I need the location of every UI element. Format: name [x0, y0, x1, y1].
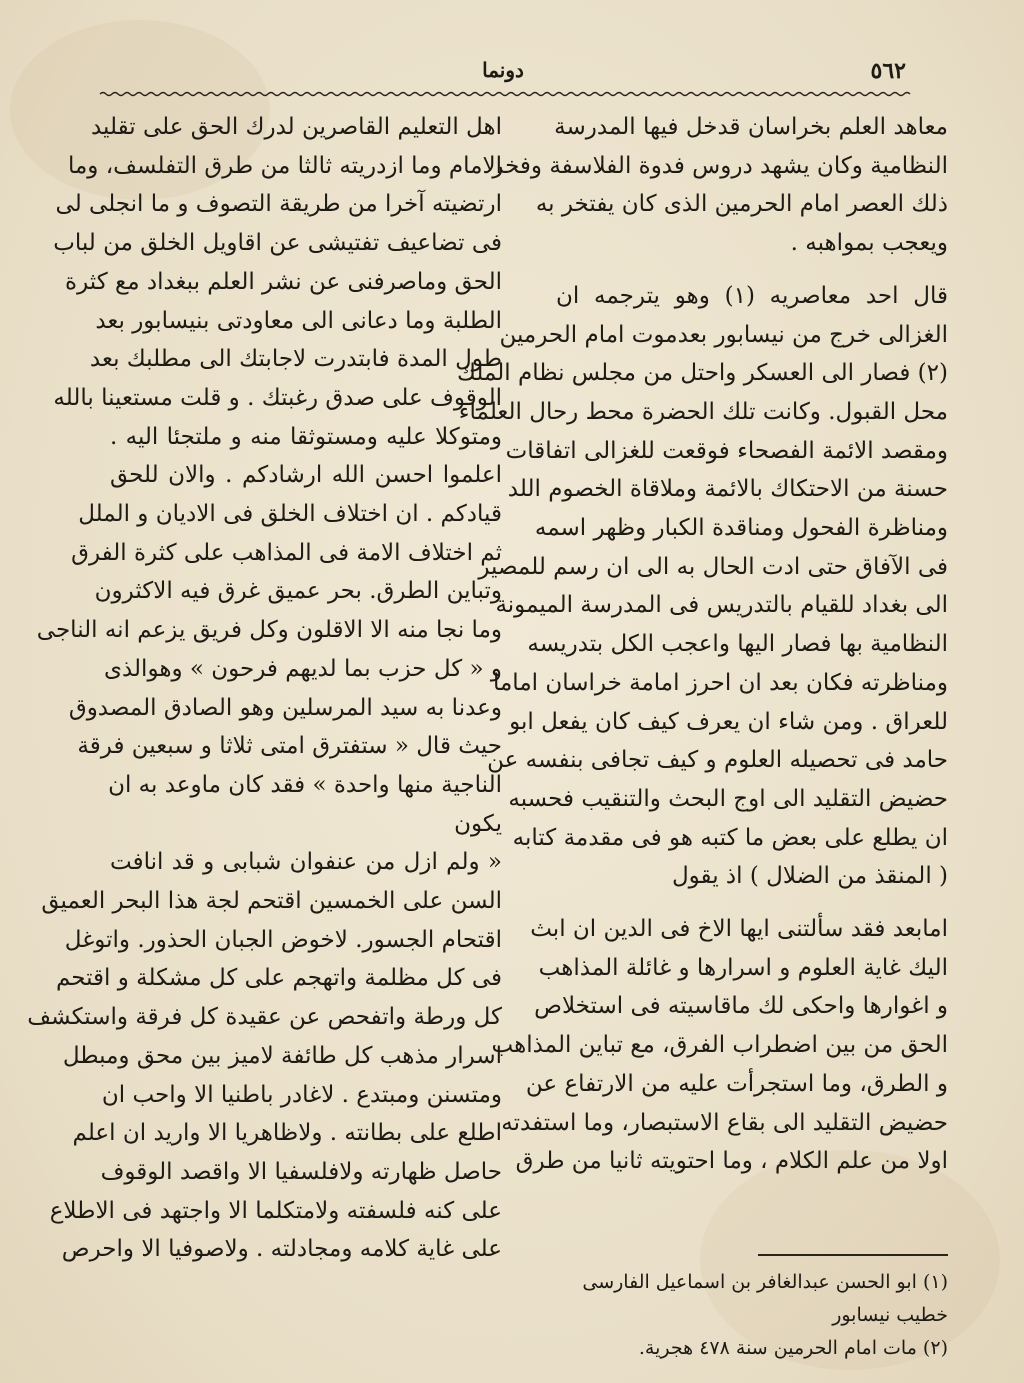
paragraph-gap — [556, 896, 948, 910]
text-line: « ولم ازل من عنفوان شبابى و قد انافت — [110, 849, 502, 876]
text-line: قال احد معاصريه (١) وهو يترجمه ان — [556, 282, 948, 309]
text-line: حضيض التقليد الى بقاع الاستبصار، وما استفدته — [501, 1109, 948, 1136]
text-line: و اغوارها واحكى لك ماقاسيته فى استخلاص — [534, 993, 948, 1020]
text-line: ثم اختلاف الامة فى المذاهب على كثرة الفرق — [71, 539, 502, 566]
text-line: وتباين الطرق. بحر عميق غرق فيه الاكثرون — [94, 578, 502, 605]
header-rule — [100, 90, 906, 98]
text-line: النظامية وكان يشهد دروس فدوة الفلاسفة وفخر — [492, 152, 948, 179]
text-line: ذلك العصر امام الحرمين الذى كان يفتخر به — [535, 191, 948, 218]
page-number: ٥٦٢ — [870, 58, 906, 84]
paragraph-gap — [556, 263, 948, 277]
text-line: اهل التعليم القاصرين لدرك الحق على تقليد — [90, 114, 502, 140]
text-line: قيادكم . ان اختلاف الخلق فى الاديان و الملل — [78, 501, 502, 528]
text-line: وما نجا منه الا الاقلون وكل فريق يزعم انه الناجى — [36, 617, 502, 644]
text-line: فى الآفاق حتى ادت الحال به الى ان رسم للمصير — [478, 553, 948, 580]
text-line: معاهد العلم بخراسان قدخل فيها المدرسة — [554, 114, 948, 140]
text-line: ومتسنن ومبتدع . لاغادر باطنيا الا واحب ان — [101, 1081, 502, 1108]
text-line: الوقوف على صدق رغبتك . و قلت مستعينا بالله — [53, 384, 502, 411]
text-line: السن على الخمسين اقتحم لجة هذا البحر العميق — [41, 888, 502, 915]
text-line: ومتوكلا عليه ومستوثقا منه و ملتجئا اليه . — [110, 423, 502, 450]
text-line: امابعد فقد سألتنى ايها الاخ فى الدين ان ابث — [530, 916, 948, 943]
text-line: الحق من بين اضطراب الفرق، مع تباين المذاهب — [491, 1032, 948, 1059]
text-line: الناجية منها واحدة » فقد كان ماوعد به ان — [108, 771, 502, 798]
footnotes — [556, 1266, 948, 1365]
text-line: اطلع على بطانته . ولاظاهريا الا واريد ان اعلم — [72, 1120, 502, 1147]
text-line: و الطرق، وما استجرأت عليه من الارتفاع عن — [525, 1070, 948, 1097]
text-line: كل ورطة واتفحص عن عقيدة كل فرقة واستكشف — [27, 1004, 502, 1031]
text-line: للعراق . ومن شاء ان يعرف كيف كان يفعل ابو — [509, 708, 948, 735]
footnote-line: خطيب نيسابور — [832, 1304, 948, 1326]
text-line: النظامية بها فصار اليها واعجب الكل بتدريسه — [527, 631, 948, 658]
text-line: طول المدة فابتدرت لاجابتك الى مطلبك بعد — [89, 346, 502, 373]
text-line: اسرار مذهب كل طائفة لاميز بين محق ومبطل — [62, 1042, 502, 1069]
text-line: ارتضيته آخرا من طريقة التصوف و ما انجلى لى — [55, 191, 502, 218]
text-line: ومقصد الائمة الفصحاء فوقعت للغزالى اتفاقات — [505, 437, 948, 464]
running-title: دونما — [482, 58, 524, 82]
text-line: حامد فى تحصيله العلوم و كيف تجافى بنفسه عن — [487, 747, 948, 774]
text-line: الامام وما ازدريته ثالثا من طرق التفلسف، وما — [67, 152, 502, 179]
text-line: محل القبول. وكانت تلك الحضرة محط رحال العلماء — [458, 398, 948, 425]
text-line: حضيض التقليد الى اوج البحث والتنقيب فحسبه — [508, 785, 948, 812]
text-line: الغزالى خرج من نيسابور بعدموت امام الحرمين — [499, 321, 948, 348]
text-line: حاصل ظهارته ولافلسفيا الا واقصد الوقوف — [100, 1158, 502, 1185]
text-line: على غاية كلامه ومجادلته . ولاصوفيا الا واحرص — [61, 1236, 502, 1263]
footnote-line: (٢) مات امام الحرمين سنة ٤٧٨ هجرية. — [638, 1337, 948, 1359]
text-line: حيث قال « ستفترق امتى ثلاثا و سبعين فرقة — [77, 733, 502, 760]
text-line: فى تضاعيف تفتيشى عن اقاويل الخلق من لباب — [53, 230, 502, 257]
text-line: (٢) فصار الى العسكر واحتل من مجلس نظام الملك — [456, 360, 948, 387]
text-line: وعدنا به سيد المرسلين وهو الصادق المصدوق — [68, 694, 502, 721]
text-line: ويعجب بمواهبه . — [790, 230, 948, 257]
text-line: حسنة من الاحتكاك بالائمة وملاقاة الخصوم اللد — [507, 476, 948, 503]
text-line: الحق وماصرفنى عن نشر العلم ببغداد مع كثرة — [65, 268, 502, 295]
text-line: اعلموا احسن الله ارشادكم . والان للحق — [110, 462, 502, 489]
text-line: اقتحام الجسور. لاخوض الجبان الحذور. واتوغل — [64, 926, 502, 953]
text-line: و « كل حزب بما لديهم فرحون » وهوالذى — [103, 655, 502, 682]
text-line: ( المنقذ من الضلال ) اذ يقول — [671, 863, 948, 890]
left-column — [27, 108, 502, 1269]
text-line: على كنه فلسفته ولامتكلما الا واجتهد فى الاطلاع — [49, 1197, 502, 1224]
footnote-rule — [758, 1254, 948, 1256]
text-line: اولا من علم الكلام ، وما احتويته ثانيا من طرق — [515, 1148, 948, 1175]
text-line: اليك غاية العلوم و اسرارها و غائلة المذاهب — [538, 954, 948, 981]
text-line: الطلبة وما دعانى الى معاودتى بنيسابور بعد — [95, 307, 502, 334]
text-line: الى بغداد للقيام بالتدريس فى المدرسة الميمونة — [495, 592, 948, 619]
page-header — [100, 58, 906, 92]
text-line: ومناظرة الفحول ومناقدة الكبار وظهر اسمه — [534, 515, 948, 542]
text-line: ان يطلع على بعض ما كتبه هو فى مقدمة كتابه — [512, 824, 948, 851]
text-line: يكون — [454, 810, 502, 837]
text-line: ومناظرته فكان بعد ان احرز امامة خراسان اماما — [492, 669, 948, 696]
text-line: فى كل مظلمة واتهجم على كل مشكلة و اقتحم — [55, 965, 502, 992]
footnote-line: (١) ابو الحسن عبدالغافر بن اسماعيل الفارسى — [582, 1271, 948, 1293]
